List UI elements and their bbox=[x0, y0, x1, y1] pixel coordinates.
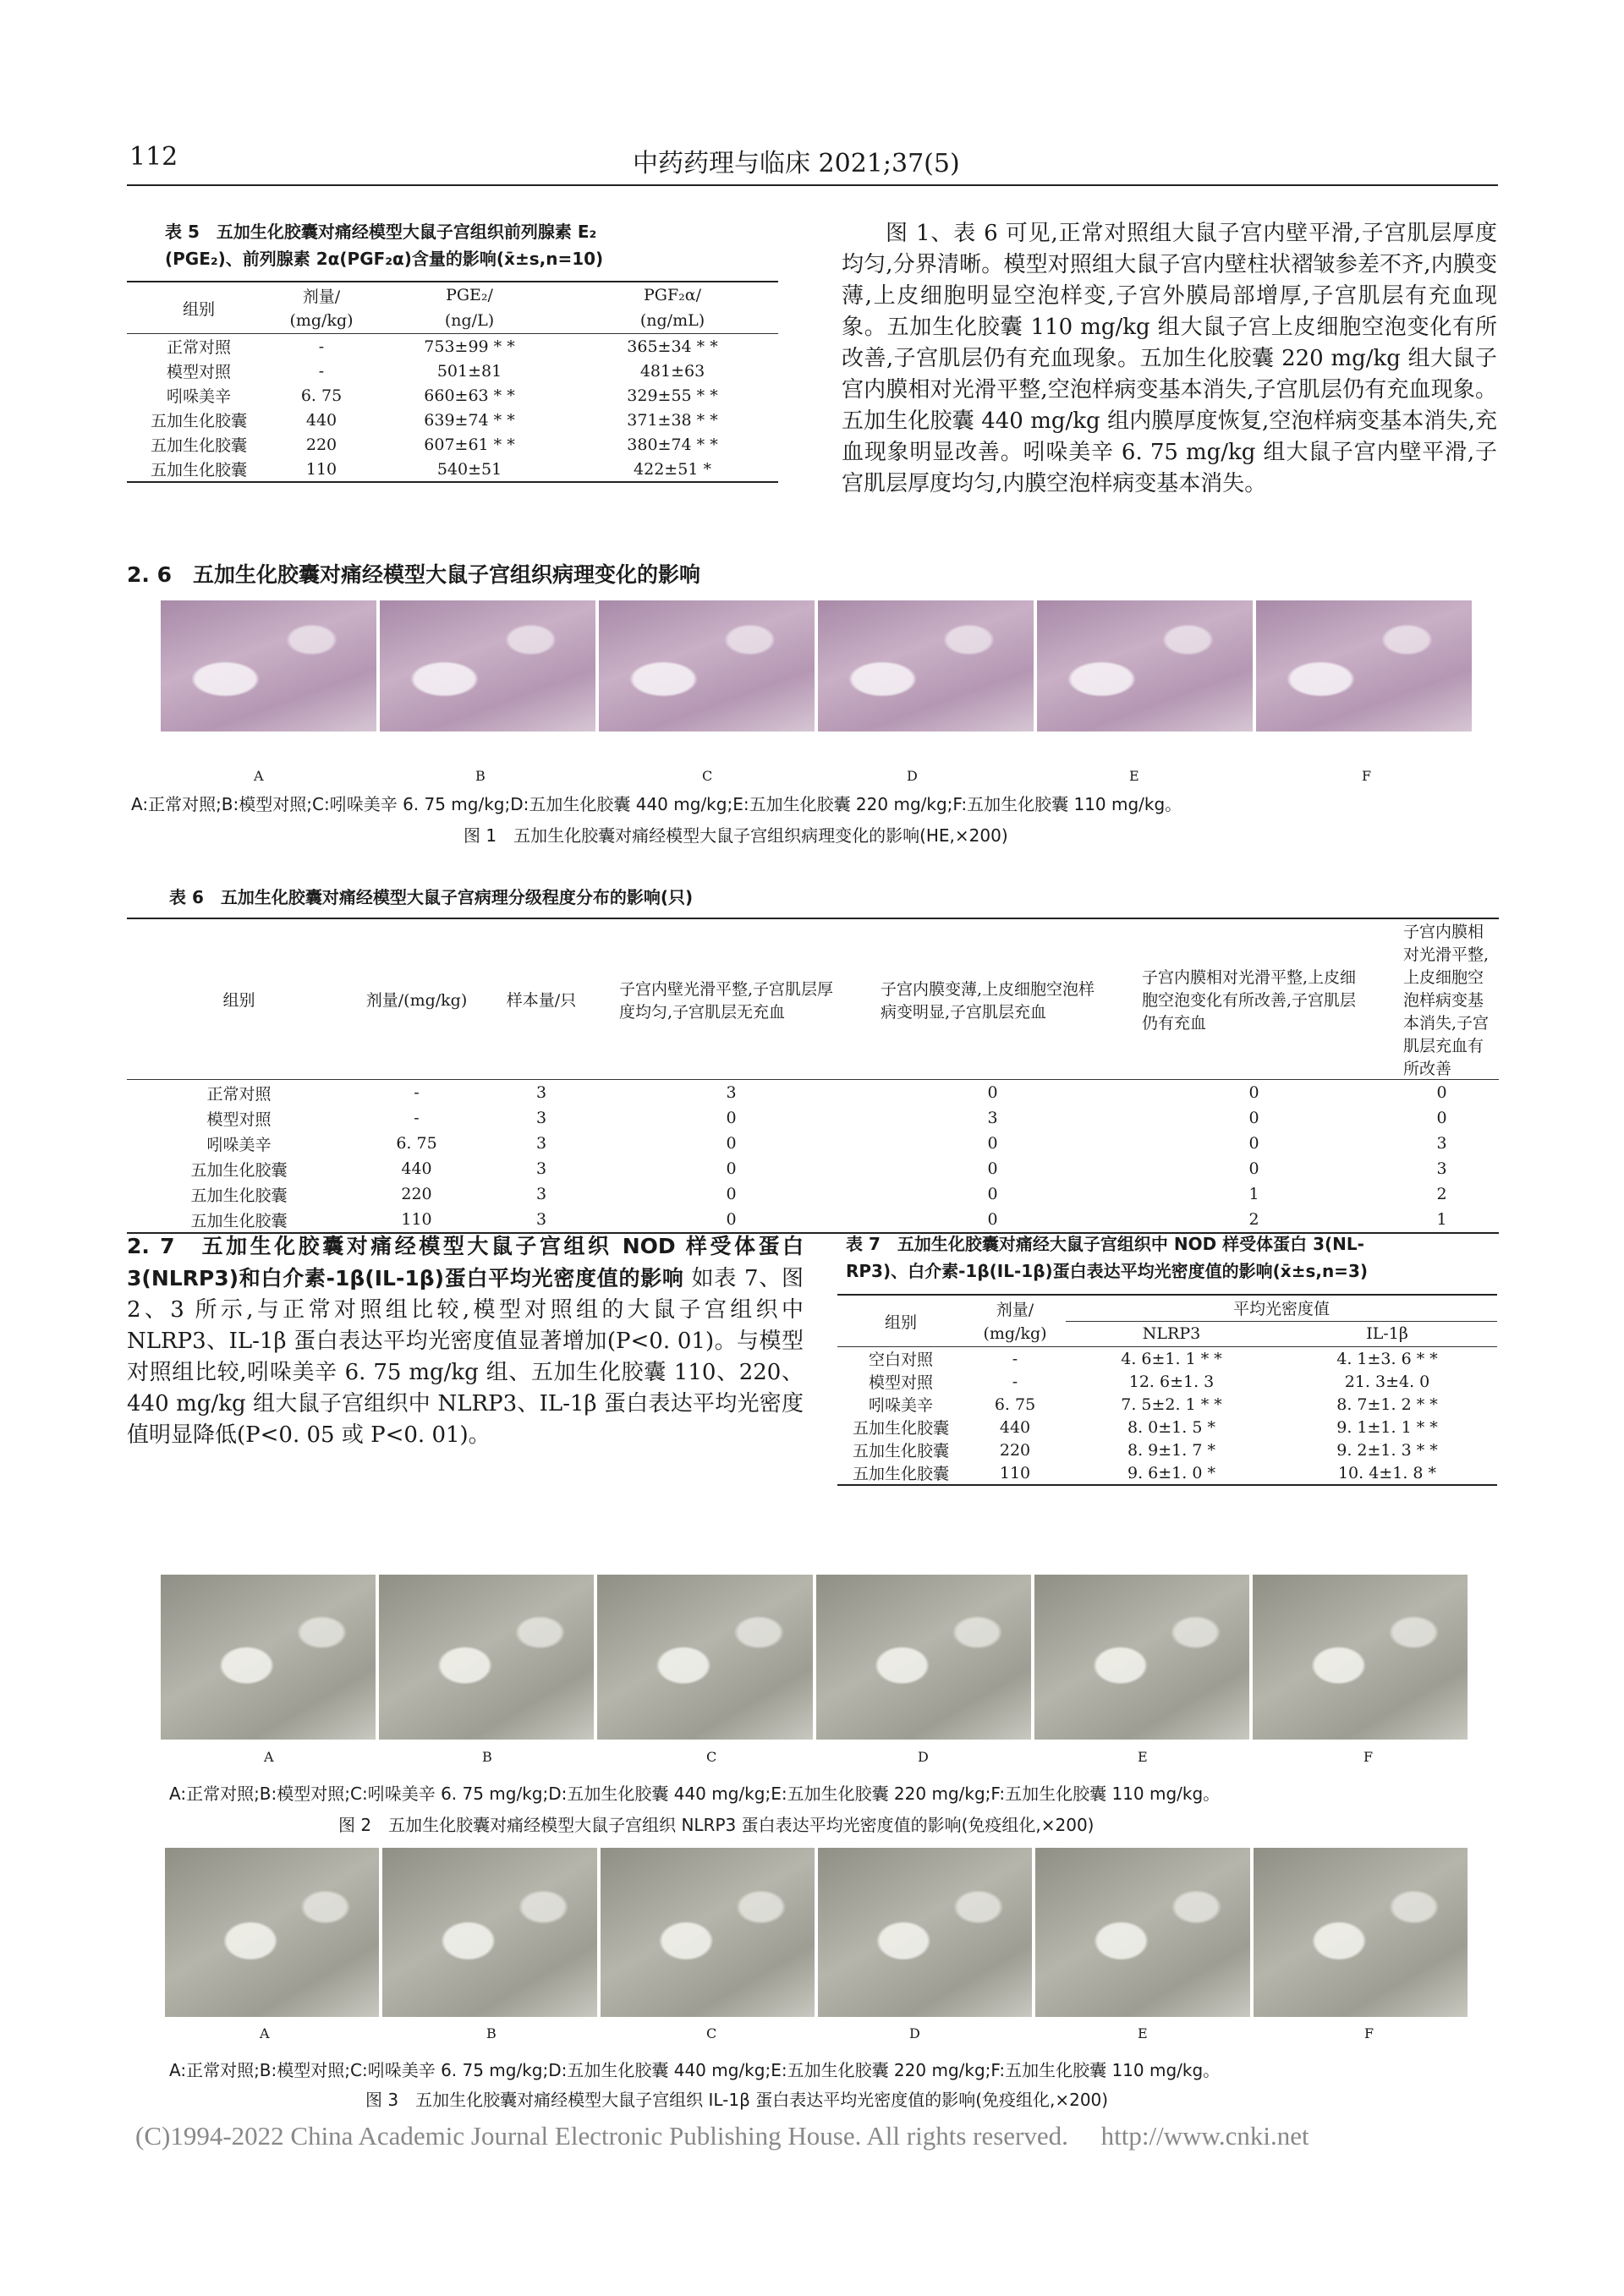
table6-cell-group: 五加生化胶囊 bbox=[190, 1160, 288, 1180]
table5-cell-group: 正常对照 bbox=[166, 338, 231, 357]
table6-cell-c3: 0 bbox=[1248, 1109, 1259, 1127]
table7-cell-dose: - bbox=[1012, 1349, 1018, 1368]
table6-row bbox=[127, 1080, 1499, 1106]
table5-row bbox=[127, 457, 778, 482]
table7-head-group: 组别 bbox=[884, 1312, 917, 1332]
table5-head-dose-unit: (mg/kg) bbox=[289, 311, 354, 330]
table6-cell-group: 正常对照 bbox=[206, 1084, 272, 1104]
table5-cell-dose: 110 bbox=[305, 459, 337, 479]
table7-cell-dose: 110 bbox=[999, 1463, 1031, 1482]
table6-cell-c4: 0 bbox=[1436, 1083, 1447, 1102]
figure2-label-b: B bbox=[482, 1749, 492, 1765]
table6-head-c1: 子宫内壁光滑平整,子宫肌层厚度均匀,子宫肌层无充血 bbox=[619, 979, 834, 1022]
header-rule bbox=[127, 184, 1498, 186]
table5-head-group: 组别 bbox=[182, 299, 215, 319]
figure1-caption: 图 1 五加生化胶囊对痛经模型大鼠子宫组织病理变化的影响(HE,×200) bbox=[464, 825, 1008, 846]
table7-cell-group: 模型对照 bbox=[868, 1373, 933, 1392]
figure3-labels bbox=[165, 2025, 1468, 2042]
table7-cell-group: 五加生化胶囊 bbox=[852, 1442, 949, 1460]
figure3-caption: 图 3 五加生化胶囊对痛经模型大鼠子宫组织 IL-1β 蛋白表达平均光密度值的影响(免疫组化,×200) bbox=[365, 2090, 1109, 2110]
figure3-panel-f bbox=[1254, 1848, 1468, 2017]
table6-head-dose: 剂量/(mg/kg) bbox=[365, 991, 468, 1010]
table6-cell-group: 吲哚美辛 bbox=[206, 1135, 272, 1154]
table6-cell-group: 五加生化胶囊 bbox=[190, 1211, 288, 1230]
figure2-panel-d bbox=[816, 1575, 1031, 1740]
table5-cell-dose: 220 bbox=[305, 435, 337, 454]
table7-row bbox=[837, 1461, 1497, 1485]
table6-cell-c4: 1 bbox=[1436, 1210, 1447, 1229]
figure3-label-b: B bbox=[486, 2025, 497, 2041]
table5-cell-pgf: 371±38 * * bbox=[627, 410, 718, 430]
table7-cell-il1b: 8. 7±1. 2 * * bbox=[1336, 1395, 1438, 1414]
figure2-panel-a bbox=[161, 1575, 376, 1740]
table6-cell-c1: 0 bbox=[726, 1210, 737, 1229]
table5-cell-pgf: 329±55 * * bbox=[627, 386, 718, 405]
table6-cell-c4: 3 bbox=[1436, 1159, 1447, 1178]
table6-cell-c2: 0 bbox=[987, 1083, 998, 1102]
page-number: 112 bbox=[129, 142, 178, 172]
figure2-label-c: C bbox=[706, 1749, 717, 1765]
figure1-label-a: A bbox=[254, 768, 264, 784]
table7-cell-dose: 440 bbox=[999, 1417, 1031, 1437]
table7-cell-dose: 220 bbox=[999, 1440, 1031, 1460]
table6-cell-dose: - bbox=[414, 1083, 420, 1102]
table7-cell-group: 吲哚美辛 bbox=[868, 1396, 933, 1415]
table5-caption-line1: 表 5 五加生化胶囊对痛经模型大鼠子宫组织前列腺素 E₂ bbox=[165, 222, 597, 242]
table7-row bbox=[837, 1347, 1497, 1371]
figure1-panel-f bbox=[1256, 600, 1472, 732]
table7-cell-il1b: 10. 4±1. 8 * bbox=[1337, 1463, 1437, 1482]
table6-row bbox=[127, 1207, 1499, 1233]
figure1-panel-b bbox=[380, 600, 595, 732]
table7-cell-il1b: 21. 3±4. 0 bbox=[1344, 1372, 1430, 1391]
table7-caption-line1: 表 7 五加生化胶囊对痛经大鼠子宫组织中 NOD 样受体蛋白 3(NL- bbox=[846, 1234, 1364, 1254]
table6-cell-dose: 440 bbox=[401, 1159, 432, 1178]
figure2-images bbox=[161, 1575, 1468, 1740]
table7-cell-nlrp3: 7. 5±2. 1 * * bbox=[1121, 1395, 1222, 1414]
table6-cell-c3: 0 bbox=[1248, 1134, 1259, 1153]
table5-cell-pge: 639±74 * * bbox=[424, 410, 515, 430]
figure3-label-d: D bbox=[909, 2025, 920, 2041]
table7-caption-line2: RP3)、白介素-1β(IL-1β)蛋白表达平均光密度值的影响(x̄±s,n=3) bbox=[846, 1261, 1369, 1281]
table7-head-mean: 平均光密度值 bbox=[1066, 1295, 1497, 1321]
table6-cell-n: 3 bbox=[535, 1210, 547, 1229]
table6-cell-n: 3 bbox=[535, 1185, 547, 1203]
table6-row bbox=[127, 1131, 1499, 1156]
table6-cell-c2: 0 bbox=[987, 1210, 998, 1229]
figure1-legend: A:正常对照;B:模型对照;C:吲哚美辛 6. 75 mg/kg;D:五加生化胶囊 440 mg/kg;E:五加生化胶囊 220 mg/kg;F:五加生化胶囊 110 mg/kg。 bbox=[131, 794, 1182, 814]
table6-cell-n: 3 bbox=[535, 1109, 547, 1127]
table7-cell-nlrp3: 9. 6±1. 0 * bbox=[1127, 1463, 1215, 1482]
table5-row bbox=[127, 432, 778, 457]
table5-cell-pge: 753±99 * * bbox=[424, 337, 515, 356]
figure3-label-e: E bbox=[1138, 2025, 1148, 2041]
table5-cell-dose: 440 bbox=[305, 410, 337, 430]
table7-row bbox=[837, 1438, 1497, 1461]
table7-cell-il1b: 9. 2±1. 3 * * bbox=[1336, 1440, 1438, 1460]
table6-head-c4: 子宫内膜相对光滑平整,上皮细胞空泡样病变基本消失,子宫肌层充血有所改善 bbox=[1403, 923, 1490, 1078]
figure2-legend: A:正常对照;B:模型对照;C:吲哚美辛 6. 75 mg/kg;D:五加生化胶囊 440 mg/kg;E:五加生化胶囊 220 mg/kg;F:五加生化胶囊 110 mg/kg。 bbox=[169, 1784, 1221, 1804]
table6-cell-c4: 3 bbox=[1436, 1134, 1447, 1153]
table6-cell-dose: 110 bbox=[401, 1210, 432, 1229]
section-2-7-body: 如表 7、图 2、3 所示,与正常对照组比较,模型对照组的大鼠子宫组织中 NLRP3、IL-1β 蛋白表达平均光密度值显著增加(P<0. 01)。与模型对照组比较,吲哚美辛 6. 75 mg/kg 组、五加生化胶囊 110、220、440 mg/kg 组大鼠子宫组织中 NLRP3、IL-1β 蛋白表达平均光密度值明显降低(P<0. 05 或 P<0. 01)。 bbox=[127, 1266, 804, 1448]
table6-cell-c3: 0 bbox=[1248, 1083, 1259, 1102]
table5-cell-group: 吲哚美辛 bbox=[166, 387, 231, 406]
table5-head-pgf-unit: (ng/mL) bbox=[639, 311, 705, 330]
figure3-label-f: F bbox=[1364, 2025, 1374, 2041]
table6-cell-group: 五加生化胶囊 bbox=[190, 1186, 288, 1205]
table6-caption: 表 6 五加生化胶囊对痛经模型大鼠子宫病理分级程度分布的影响(只) bbox=[169, 887, 694, 907]
figure2-panel-c bbox=[597, 1575, 812, 1740]
table7-row bbox=[837, 1393, 1497, 1416]
table7-head-il1b: IL-1β bbox=[1366, 1324, 1408, 1344]
table7-head-dose-unit: (mg/kg) bbox=[983, 1324, 1047, 1343]
table5-cell-group: 五加生化胶囊 bbox=[150, 461, 247, 479]
table6-head-group: 组别 bbox=[222, 991, 255, 1010]
table6-cell-c3: 2 bbox=[1248, 1210, 1259, 1229]
table5-cell-pge: 540±51 bbox=[436, 459, 502, 479]
table6-cell-c4: 2 bbox=[1436, 1185, 1447, 1203]
table6-row bbox=[127, 1181, 1499, 1207]
table5-cell-pgf: 380±74 * * bbox=[627, 435, 718, 454]
table7-cell-group: 五加生化胶囊 bbox=[852, 1465, 949, 1483]
figure2-label-e: E bbox=[1138, 1749, 1148, 1765]
table5-head-dose: 剂量/ bbox=[302, 287, 341, 306]
table6-cell-n: 3 bbox=[535, 1134, 547, 1153]
table6-head-n: 样本量/只 bbox=[506, 991, 577, 1010]
figure2-labels bbox=[161, 1749, 1468, 1766]
figure1-panel-e bbox=[1037, 600, 1253, 732]
table7 bbox=[837, 1294, 1497, 1486]
figure2-panel-e bbox=[1034, 1575, 1249, 1740]
figure3-panel-a bbox=[165, 1848, 379, 2017]
table7-row bbox=[837, 1416, 1497, 1438]
figure3-legend: A:正常对照;B:模型对照;C:吲哚美辛 6. 75 mg/kg;D:五加生化胶囊 440 mg/kg;E:五加生化胶囊 220 mg/kg;F:五加生化胶囊 110 mg/kg。 bbox=[169, 2060, 1221, 2080]
table5-cell-pge: 501±81 bbox=[436, 361, 502, 381]
figure1-labels bbox=[161, 768, 1472, 785]
figure1-label-e: E bbox=[1129, 768, 1139, 784]
figure1-label-f: F bbox=[1362, 768, 1372, 784]
table5-cell-pge: 660±63 * * bbox=[424, 386, 515, 405]
table5-head-pge-unit: (ng/L) bbox=[444, 311, 495, 330]
table6-cell-c2: 3 bbox=[987, 1109, 998, 1127]
table6-cell-n: 3 bbox=[535, 1083, 547, 1102]
figure1-panel-c bbox=[599, 600, 815, 732]
figure1-label-c: C bbox=[702, 768, 713, 784]
figure3-label-a: A bbox=[260, 2025, 270, 2041]
figure3-panel-d bbox=[818, 1848, 1032, 2017]
figure3-images bbox=[165, 1848, 1468, 2017]
figure1-label-b: B bbox=[475, 768, 486, 784]
table5-row bbox=[127, 334, 778, 359]
table5-cell-group: 五加生化胶囊 bbox=[150, 436, 247, 455]
table7-cell-il1b: 4. 1±3. 6 * * bbox=[1336, 1349, 1438, 1368]
table6-cell-group: 模型对照 bbox=[206, 1110, 272, 1129]
figure3-panel-e bbox=[1035, 1848, 1249, 2017]
table5-cell-pgf: 422±51 * bbox=[634, 459, 711, 479]
table5-row bbox=[127, 383, 778, 408]
table6-cell-dose: 6. 75 bbox=[396, 1134, 437, 1153]
table5-cell-group: 五加生化胶囊 bbox=[150, 412, 247, 430]
table5-cell-group: 模型对照 bbox=[166, 363, 231, 381]
table6-cell-c2: 0 bbox=[987, 1134, 998, 1153]
table6-row bbox=[127, 1105, 1499, 1131]
table6-cell-c1: 3 bbox=[726, 1083, 737, 1102]
table7-head-nlrp3: NLRP3 bbox=[1142, 1324, 1201, 1344]
table7-cell-dose: - bbox=[1012, 1372, 1018, 1391]
table6-cell-c3: 1 bbox=[1248, 1185, 1259, 1203]
figure1-panel-a bbox=[161, 600, 376, 732]
table6-head-c2: 子宫内膜变薄,上皮细胞空泡样病变明显,子宫肌层充血 bbox=[881, 979, 1095, 1022]
table6-head-c3: 子宫内膜相对光滑平整,上皮细胞空泡变化有所改善,子宫肌层仍有充血 bbox=[1142, 968, 1357, 1033]
table7-cell-dose: 6. 75 bbox=[994, 1395, 1036, 1414]
table5-cell-dose: - bbox=[318, 361, 325, 381]
table5-row bbox=[127, 408, 778, 432]
table5-head-pge: PGE₂/ bbox=[446, 286, 493, 304]
table5-caption bbox=[165, 218, 808, 272]
table6-cell-c3: 0 bbox=[1248, 1159, 1259, 1178]
table7-row bbox=[837, 1370, 1497, 1393]
figure3-panel-c bbox=[601, 1848, 815, 2017]
table6-cell-c1: 0 bbox=[726, 1185, 737, 1203]
section-2-7 bbox=[127, 1230, 804, 1451]
table5-row bbox=[127, 359, 778, 383]
table6-cell-c1: 0 bbox=[726, 1134, 737, 1153]
table5-cell-dose: - bbox=[318, 337, 325, 356]
figure2-label-a: A bbox=[264, 1749, 274, 1765]
table6-cell-c2: 0 bbox=[987, 1185, 998, 1203]
table7-cell-group: 空白对照 bbox=[868, 1351, 933, 1369]
table7-cell-nlrp3: 8. 0±1. 5 * bbox=[1127, 1417, 1215, 1437]
table5-cell-pge: 607±61 * * bbox=[424, 435, 515, 454]
figure3-label-c: C bbox=[706, 2025, 717, 2041]
journal-header: 中药药理与临床 2021;37(5) bbox=[633, 149, 960, 178]
table6-cell-n: 3 bbox=[535, 1159, 547, 1178]
table5-caption-line2: (PGE₂)、前列腺素 2α(PGF₂α)含量的影响(x̄±s,n=10) bbox=[165, 249, 604, 269]
table5 bbox=[127, 281, 778, 483]
table6 bbox=[127, 918, 1499, 1234]
copyright-footer: (C)1994-2022 China Academic Journal Electronic Publishing House. All rights reserved. http://www.cnki.net bbox=[135, 2121, 1309, 2151]
table5-cell-dose: 6. 75 bbox=[300, 386, 343, 405]
table7-cell-group: 五加生化胶囊 bbox=[852, 1419, 949, 1438]
table6-cell-dose: 220 bbox=[401, 1185, 432, 1203]
table7-caption bbox=[846, 1230, 1506, 1285]
figure2-panel-b bbox=[379, 1575, 594, 1740]
table6-cell-c1: 0 bbox=[726, 1159, 737, 1178]
figure1-label-d: D bbox=[907, 768, 918, 784]
table5-cell-pgf: 365±34 * * bbox=[627, 337, 718, 356]
table7-cell-nlrp3: 8. 9±1. 7 * bbox=[1127, 1440, 1215, 1460]
table6-cell-dose: - bbox=[414, 1109, 420, 1127]
table7-head-dose: 剂量/ bbox=[996, 1300, 1034, 1319]
figure3-panel-b bbox=[382, 1848, 596, 2017]
figure2-label-d: D bbox=[918, 1749, 929, 1765]
right-paragraph: 图 1、表 6 可见,正常对照组大鼠子宫内壁平滑,子宫肌层厚度均匀,分界清晰。模型对照组大鼠子宫内壁柱状褶皱参差不齐,内膜变薄,上皮细胞明显空泡样变,子宫外膜局部增厚,子宫肌层有充血现象。五加生化胶囊 110 mg/kg 组大鼠子宫上皮细胞空泡变化有所改善,子宫肌层仍有充血现象。五加生化胶囊 220 mg/kg 组大鼠子宫内膜相对光滑平整,空泡样病变基本消失,子宫肌层仍有充血现象。五加生化胶囊 440 mg/kg 组内膜厚度恢复,空泡样病变基本消失,充血现象明显改善。吲哚美辛 6. 75 mg/kg 组大鼠子宫内壁平滑,子宫肌层厚度均匀,内膜空泡样病变基本消失。 bbox=[842, 221, 1497, 496]
figure1-images bbox=[161, 600, 1472, 732]
table7-cell-nlrp3: 4. 6±1. 1 * * bbox=[1121, 1349, 1222, 1368]
figure2-label-f: F bbox=[1363, 1749, 1374, 1765]
table5-head-pgf: PGF₂α/ bbox=[644, 286, 701, 304]
section-2-7-heading: 2. 7 五加生化胶囊对痛经模型大鼠子宫组织 NOD 样受体蛋白 3(NLRP3)和白介素-1β(IL-1β)蛋白平均光密度值的影响 bbox=[127, 1234, 804, 1290]
section-2-6-heading: 2. 6 五加生化胶囊对痛经模型大鼠子宫组织病理变化的影响 bbox=[127, 562, 700, 587]
table5-cell-pgf: 481±63 bbox=[639, 361, 705, 381]
table6-cell-c2: 0 bbox=[987, 1159, 998, 1178]
figure2-panel-f bbox=[1253, 1575, 1468, 1740]
table6-cell-c1: 0 bbox=[726, 1109, 737, 1127]
table7-cell-il1b: 9. 1±1. 1 * * bbox=[1336, 1417, 1438, 1437]
table6-cell-c4: 0 bbox=[1436, 1109, 1447, 1127]
table7-cell-nlrp3: 12. 6±1. 3 bbox=[1128, 1372, 1215, 1391]
table6-row bbox=[127, 1156, 1499, 1181]
figure1-panel-d bbox=[818, 600, 1034, 732]
figure2-caption: 图 2 五加生化胶囊对痛经模型大鼠子宫组织 NLRP3 蛋白表达平均光密度值的影响(免疫组化,×200) bbox=[338, 1815, 1095, 1835]
